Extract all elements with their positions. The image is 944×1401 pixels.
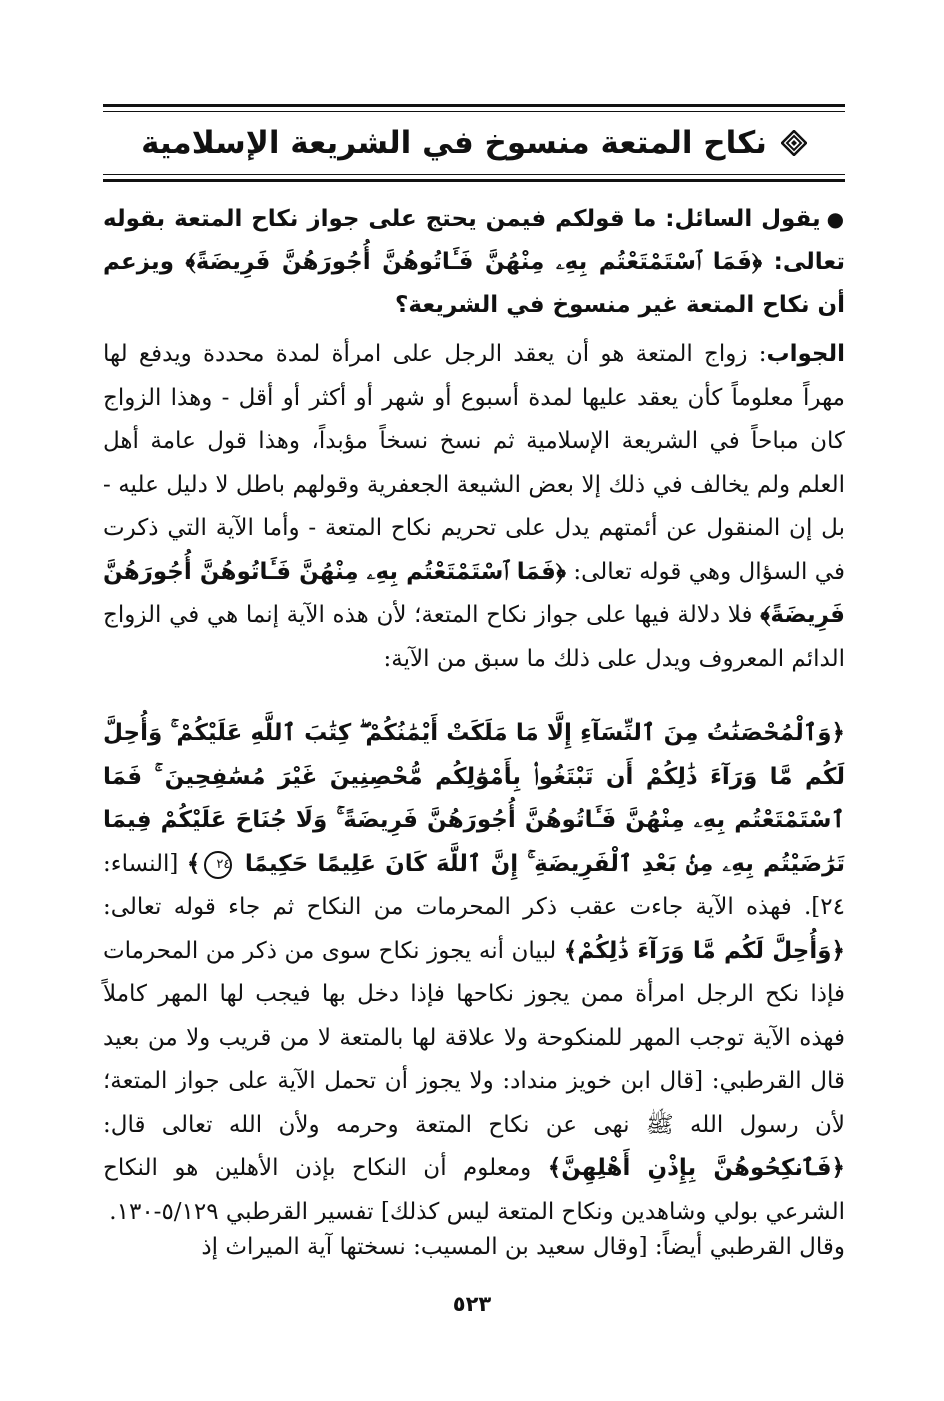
header-rule-top-thick bbox=[103, 104, 845, 107]
header-rule-bottom-thin bbox=[103, 174, 845, 175]
page-number: ٥٢٣ bbox=[452, 1292, 492, 1316]
verse-number-marker: ٢٤ bbox=[204, 851, 232, 879]
diamond-icon bbox=[781, 130, 807, 156]
verse-citation: [النساء: ٢٤]. bbox=[103, 850, 845, 920]
body-text-3b: لبيان أنه يجوز نكاح سوى من ذكر من المحرمات فإذا نكح الرجل امرأة ممن يجوز نكاحها فإذا دخل بها فيجب لها المهر كاملاً فهذه الآية توجب المهر للمنكوحة ولا علاقة لها بالمتعة لا من قريب ولا من بعيد قال القرطبي: [قال ابن خويز منداد: ولا يجوز أن تحمل الآية على جواز المتعة؛ لأن رسول الله ﷺ نهى عن نكاح المتعة وحرمه ولأن الله تعالى قال: bbox=[103, 937, 845, 1138]
bullet-icon: ● bbox=[826, 207, 846, 231]
quran-verse-1: ﴿فَمَا ٱسْتَمْتَعْتُم بِهِۦ مِنْهُنَّ فَـَٔاتُوهُنَّ أُجُورَهُنَّ فَرِيضَةً﴾ bbox=[103, 558, 845, 628]
header-rule-top-thin bbox=[103, 111, 845, 112]
last-paragraph-text: وقال القرطبي أيضاً: [وقال سعيد بن المسيب: نسختها آية الميراث إذ bbox=[201, 1234, 845, 1260]
last-paragraph bbox=[103, 1226, 845, 1270]
answer-label: الجواب bbox=[766, 341, 845, 367]
quran-verse-2: ﴿وَأُحِلَّ لَكُم مَّا وَرَآءَ ذَٰلِكُمْ﴾ bbox=[563, 937, 845, 964]
question-paragraph bbox=[103, 198, 845, 327]
section-header bbox=[103, 118, 845, 168]
quran-verse-3: ﴿فَٱنكِحُوهُنَّ بِإِذْنِ أَهْلِهِنَّ﴾ bbox=[547, 1155, 845, 1181]
answer-text-2: فلا دلالة فيها على جواز نكاح المتعة؛ لأن هذه الآية إنما هي في الزواج الدائم المعروف ويدل على ذلك ما سبق من الآية: bbox=[103, 602, 845, 672]
verse-close-bracket: ﴾ bbox=[186, 850, 201, 877]
answer-text-1: : زواج المتعة هو أن يعقد الرجل على امرأة لمدة محددة ويدفع لها مهراً معلوماً كأن يعقد عليها لمدة أسبوع أو شهر أو أكثر أو أقل - وهذا الزواج كان مباحاً في الشريعة الإسلامية ثم نسخ نسخاً مؤبداً، وهذا قول عامة أهل العلم ولم يخالف في ذلك إلا بعض الشيعة الجعفرية وقولهم باطل لا دليل عليه - بل إن المنقول عن أئمتهم يدل على تحريم نكاح المتعة - وأما الآية التي ذكرت في السؤال وهي قوله تعالى: bbox=[103, 341, 845, 585]
body-text-3a: فهذه الآية جاءت عقب ذكر المحرمات من النكاح ثم جاء قوله تعالى: bbox=[103, 894, 792, 920]
header-rule-bottom-thick bbox=[103, 179, 845, 182]
body-text-3c: ومعلوم أن النكاح بإذن الأهلين هو النكاح الشرعي بولي وشاهدين ونكاح المتعة ليس كذلك] تفسير القرطبي ٥/١٢٩-١٣٠. bbox=[103, 1155, 845, 1225]
quran-verse-nisa-24: ﴿وَٱلْمُحْصَنَٰتُ مِنَ ٱلنِّسَآءِ إِلَّا مَا مَلَكَتْ أَيْمَٰنُكُمْ ۖ كِتَٰبَ ٱللَّهِ عَلَيْكُمْ ۚ وَأُحِلَّ لَكُم مَّا وَرَآءَ ذَٰلِكُمْ أَن تَبْتَغُوا۟ بِأَمْوَٰلِكُم مُّحْصِنِينَ غَيْرَ مُسَٰفِحِينَ ۚ فَمَا ٱسْتَمْتَعْتُم بِهِۦ مِنْهُنَّ فَـَٔاتُوهُنَّ أُجُورَهُنَّ فَرِيضَةً ۚ وَلَا جُنَاحَ عَلَيْكُمْ فِيمَا تَرَٰضَيْتُم بِهِۦ مِنۢ بَعْدِ ٱلْفَرِيضَةِ ۚ إِنَّ ٱللَّهَ كَانَ عَلِيمًا حَكِيمًا bbox=[103, 720, 846, 877]
section-title: نكاح المتعة منسوخ في الشريعة الإسلامية bbox=[141, 125, 767, 161]
answer-paragraph bbox=[103, 333, 845, 681]
question-text: يقول السائل: ما قولكم فيمن يحتج على جواز نكاح المتعة بقوله تعالى: ﴿فَمَا ٱسْتَمْتَعْتُم بِهِۦ مِنْهُنَّ فَـَٔاتُوهُنَّ أُجُورَهُنَّ فَرِيضَةً﴾ ويزعم أن نكاح المتعة غير منسوخ في الشريعة؟ bbox=[103, 206, 845, 318]
quran-quote-paragraph bbox=[103, 712, 845, 1234]
